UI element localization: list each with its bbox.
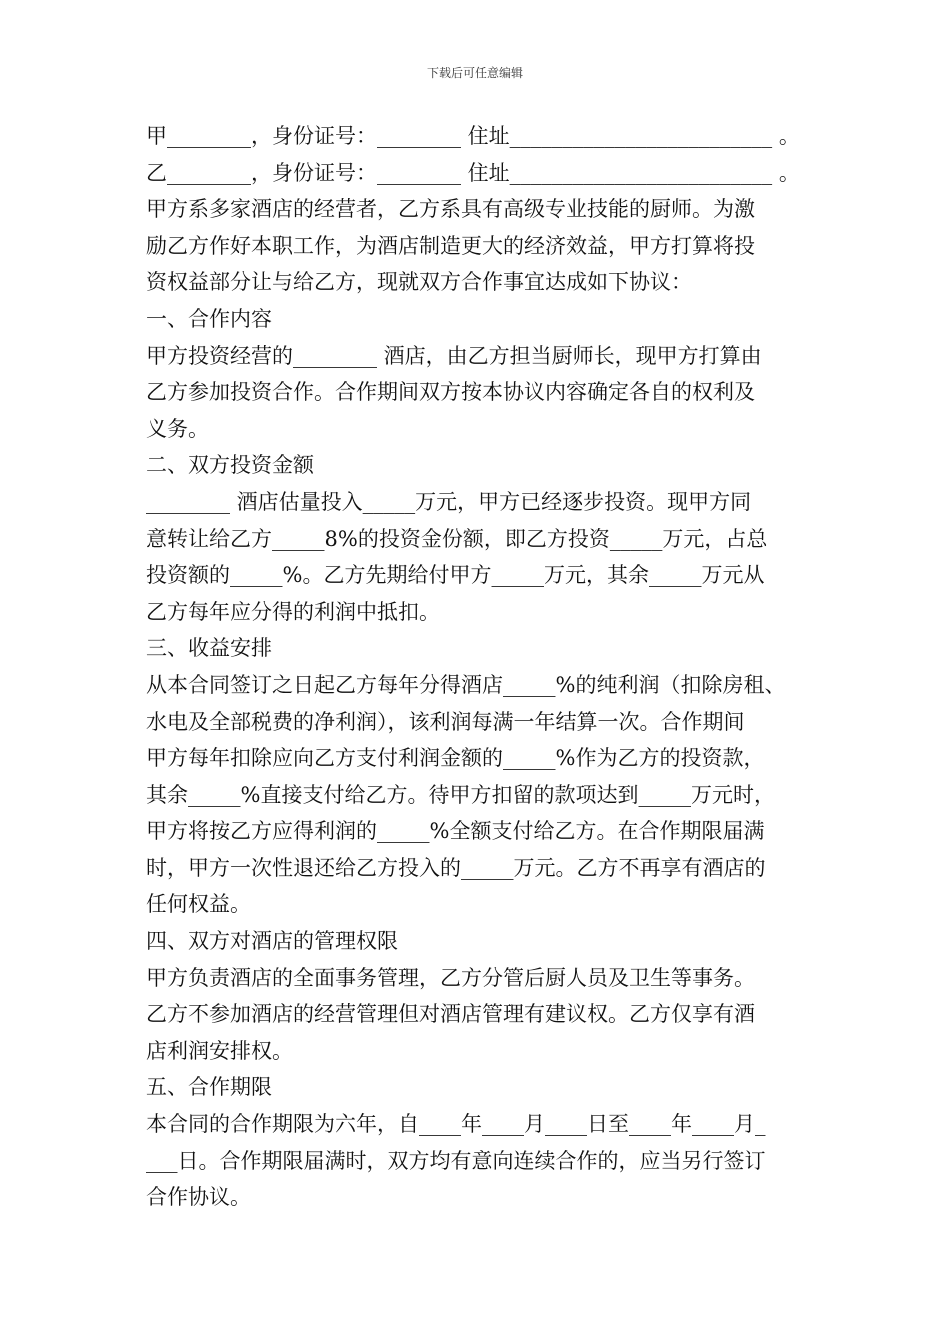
paragraph-line: 意转让给乙方_____8%的投资金份额，即乙方投资_____万元，占总: [146, 526, 768, 551]
paragraph-line: ___日。合作期限届满时，双方均有意向连续合作的，应当另行签订: [146, 1148, 766, 1173]
paragraph-line: ________ 酒店估量投入_____万元，甲方已经逐步投资。现甲方同: [146, 489, 752, 514]
paragraph-line: 任何权益。: [146, 892, 251, 917]
paragraph-line: 时，甲方一次性退还给乙方投入的_____万元。乙方不再享有酒店的: [146, 855, 766, 880]
paragraph-line: 甲方将按乙方应得利润的_____%全额支付给乙方。在合作期限届满: [146, 819, 765, 844]
paragraph-line: 义务。: [146, 416, 209, 441]
paragraph-line: 甲方投资经营的________ 酒店，由乙方担当厨师长，现甲方打算由: [146, 343, 762, 368]
preamble-line: 资权益部分让与给乙方，现就双方合作事宜达成如下协议：: [146, 270, 692, 295]
party-a-line: 甲________，身份证号：________ 住址_________________________ 。: [146, 124, 800, 148]
section-heading-2: 二、双方投资金额: [146, 453, 314, 478]
paragraph-line: 乙方不参加酒店的经营管理但对酒店管理有建议权。乙方仅享有酒: [146, 1002, 755, 1027]
paragraph-line: 甲方负责酒店的全面事务管理，乙方分管后厨人员及卫生等事务。: [146, 965, 755, 990]
paragraph-line: 店利润安排权。: [146, 1038, 293, 1063]
paragraph-line: 合作协议。: [146, 1185, 251, 1210]
section-heading-5: 五、合作期限: [146, 1075, 272, 1100]
page-header: 下载后可任意编辑: [426, 66, 523, 80]
paragraph-line: 水电及全部税费的净利润），该利润每满一年结算一次。合作期间: [146, 709, 745, 734]
preamble-line: 甲方系多家酒店的经营者，乙方系具有高级专业技能的厨师。为激: [146, 197, 755, 222]
section-heading-1: 一、合作内容: [146, 306, 272, 331]
paragraph-line: 从本合同签订之日起乙方每年分得酒店_____%的纯利润（扣除房租、: [146, 672, 786, 697]
section-heading-3: 三、收益安排: [146, 636, 272, 661]
paragraph-line: 乙方参加投资合作。合作期间双方按本协议内容确定各自的权利及: [146, 380, 755, 405]
paragraph-line: 其余_____%直接支付给乙方。待甲方扣留的款项达到_____万元时，: [146, 782, 775, 807]
paragraph-line: 投资额的_____%。乙方先期给付甲方_____万元，其余_____万元从: [146, 563, 765, 588]
party-b-line: 乙________，身份证号：________ 住址_________________________ 。: [146, 160, 800, 185]
paragraph-line: 乙方每年应分得的利润中抵扣。: [146, 599, 440, 624]
paragraph-line: 本合同的合作期限为六年，自____年____月____日至____年____月_: [146, 1112, 766, 1137]
section-heading-4: 四、双方对酒店的管理权限: [146, 929, 398, 954]
paragraph-line: 甲方每年扣除应向乙方支付利润金额的_____%作为乙方的投资款，: [146, 746, 765, 771]
preamble-line: 励乙方作好本职工作，为酒店制造更大的经济效益，甲方打算将投: [146, 233, 755, 258]
contract-body: [146, 118, 818, 1216]
